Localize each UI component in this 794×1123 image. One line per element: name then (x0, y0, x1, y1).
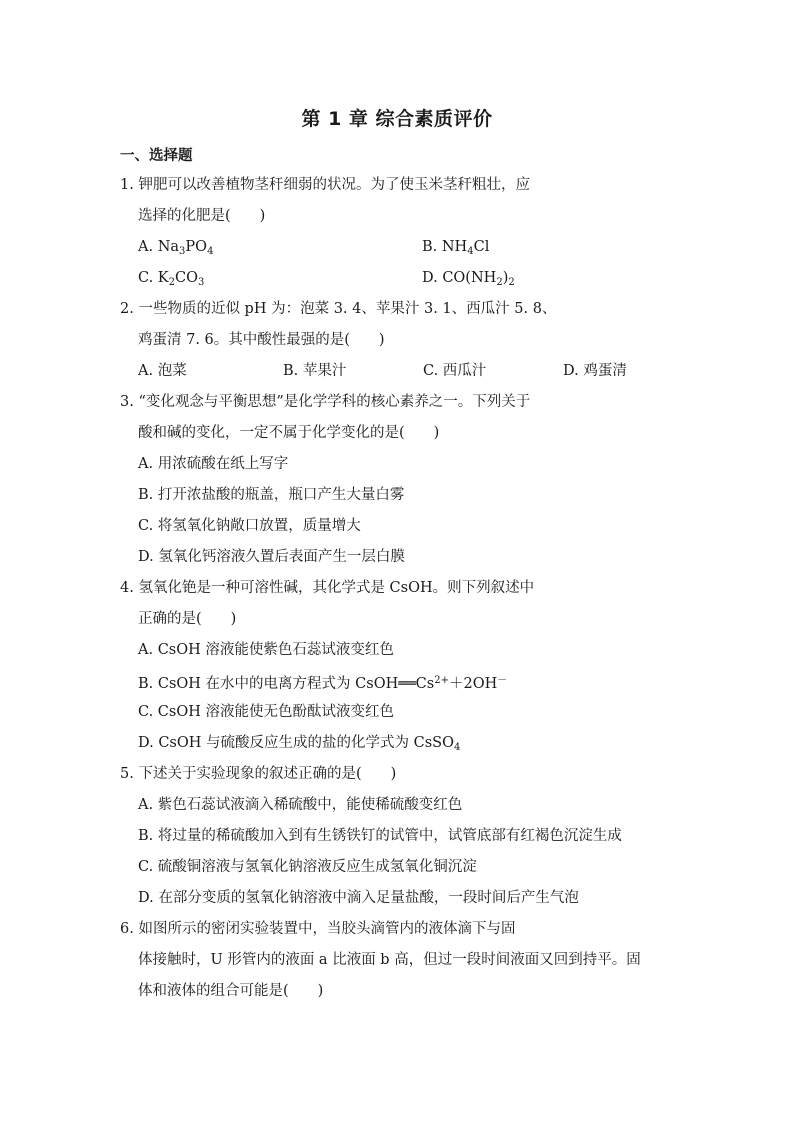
q2-option-b: B. 苹果汁 (283, 363, 347, 379)
q6-stem-line3: 体和液体的组合可能是( ) (138, 983, 324, 999)
q5-option-b: B. 将过量的稀硫酸加入到有生锈铁钉的试管中，试管底部有红褐色沉淀生成 (138, 828, 622, 844)
q5-option-a: A. 紫色石蕊试液滴入稀硫酸中，能使稀硫酸变红色 (138, 797, 463, 813)
q1-stem-line2: 选择的化肥是( ) (138, 208, 266, 224)
q4-option-b: B. CsOH 在水中的电离方程式为 $CsOH══Cs^{2+}+2OH^-$ (138, 675, 508, 692)
q1-stem-line1: 1. 钾肥可以改善植物茎秆细弱的状况。为了使玉米茎秆粗壮，应 (120, 177, 530, 193)
q3-option-a: A. 用浓硫酸在纸上写字 (138, 456, 289, 472)
q6-stem-line1: 6. 如图所示的密闭实验装置中，当胶头滴管内的液体滴下与固 (120, 921, 516, 937)
q2-stem-line2: 鸡蛋清 7. 6。其中酸性最强的是( ) (138, 332, 385, 348)
q2-option-a: A. 泡菜 (138, 363, 187, 379)
q3-stem-line1: 3. “变化观念与平衡思想”是化学学科的核心素养之一。下列关于 (120, 394, 531, 410)
page-title: 第 1 章 综合素质评价 (301, 108, 493, 130)
q2-stem-line1: 2. 一些物质的近似 pH 为：泡菜 3. 4、苹果汁 3. 1、西瓜汁 5. 8、 (120, 301, 557, 317)
q1-option-d: D. $CO(NH_2)_2$ (422, 270, 515, 288)
q1-option-c: C. $K_2CO_3$ (138, 270, 205, 288)
q1-option-b: B. $NH_4Cl$ (422, 239, 490, 257)
q4-stem-line1: 4. 氢氧化铯是一种可溶性碱，其化学式是 CsOH。则下列叙述中 (120, 580, 535, 596)
q3-option-d: D. 氢氧化钙溶液久置后表面产生一层白膜 (138, 549, 405, 565)
q5-option-c: C. 硫酸铜溶液与氢氧化钠溶液反应生成氢氧化铜沉淀 (138, 859, 477, 875)
q3-option-c: C. 将氢氧化钠敞口放置，质量增大 (138, 518, 361, 534)
q2-option-d: D. 鸡蛋清 (563, 363, 627, 379)
q5-option-d: D. 在部分变质的氢氧化钠溶液中滴入足量盐酸，一段时间后产生气泡 (138, 890, 579, 906)
q4-option-c: C. CsOH 溶液能使无色酚酞试液变红色 (138, 704, 394, 720)
q5-stem-line1: 5. 下述关于实验现象的叙述正确的是( ) (120, 766, 397, 782)
q4-option-d: D. CsOH 与硫酸反应生成的盐的化学式为 CsSO$_4$ (138, 735, 461, 753)
section-heading: 一、选择题 (120, 148, 193, 164)
q3-option-b: B. 打开浓盐酸的瓶盖，瓶口产生大量白雾 (138, 487, 405, 503)
q1-option-a: A. $Na_3PO_4$ (138, 239, 214, 257)
q2-option-c: C. 西瓜汁 (423, 363, 487, 379)
q3-stem-line2: 酸和碱的变化，一定不属于化学变化的是( ) (138, 425, 440, 441)
q4-stem-line2: 正确的是( ) (138, 611, 237, 627)
q4-option-a: A. CsOH 溶液能使紫色石蕊试液变红色 (138, 642, 394, 658)
q6-stem-line2: 体接触时，U 形管内的液面 a 比液面 b 高，但过一段时间液面又回到持平。固 (138, 952, 641, 968)
